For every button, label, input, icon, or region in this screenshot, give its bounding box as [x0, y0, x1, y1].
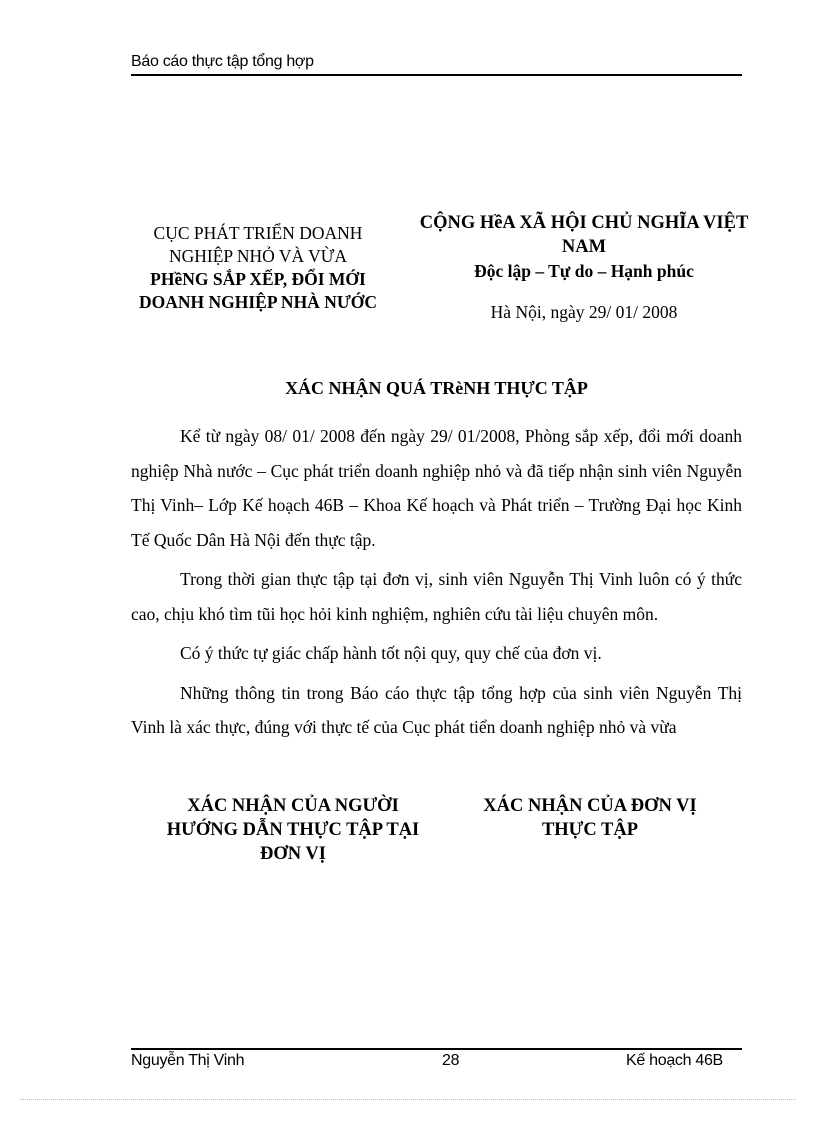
paragraph: Những thông tin trong Báo cáo thực tập tổng hợp của sinh viên Nguyễn Thị Vinh là xác thực, đúng với thực tế của Cục phát tiển doanh nghiệp nhỏ và vừa — [131, 682, 742, 737]
supervisor-line-1: XÁC NHẬN CỦA NGƯỜI — [187, 796, 399, 816]
footer-page-number: 28 — [442, 1052, 460, 1069]
document-date: Hà Nội, ngày 29/ 01/ 2008 — [490, 302, 678, 322]
unit-line-2: THỰC TẬP — [541, 820, 639, 840]
paragraph: Trong thời gian thực tập tại đơn vị, sinh viên Nguyễn Thị Vinh luôn có ý thức cao, chịu khó tìm tũi học hỏi kinh nghiệm, nghiên cứu tài liệu chuyên môn. — [131, 569, 742, 624]
unit-signature-block — [440, 794, 740, 842]
footer-rule — [131, 1048, 742, 1050]
supervisor-signature-block — [143, 794, 443, 866]
agency-line-2: NGHIỆP NHỎ VÀ VỪA — [168, 246, 348, 266]
national-line-1: CỘNG HềA XÃ HỘI CHỦ NGHĨA VIỆT — [419, 213, 749, 233]
paragraph: Có ý thức tự giác chấp hành tốt nội quy, quy chế của đơn vị. — [180, 643, 602, 663]
running-header: Báo cáo thực tập tổng hợp — [131, 53, 314, 70]
document-body — [131, 419, 742, 745]
agency-line-4: DOANH NGHIỆP NHÀ NƯỚC — [138, 292, 378, 312]
supervisor-line-3: ĐƠN VỊ — [260, 844, 326, 864]
document-title: XÁC NHẬN QUÁ TRèNH THỰC TẬP — [285, 378, 588, 398]
footer-author: Nguyễn Thị Vinh — [131, 1052, 245, 1069]
paragraph: Kể từ ngày 08/ 01/ 2008 đến ngày 29/ 01/2008, Phòng sắp xếp, đổi mới doanh nghiệp Nhà nước – Cục phát triển doanh nghiệp nhỏ và đã tiếp nhận sinh viên Nguyễn Thị Vinh– Lớp Kế hoạch 46B – Khoa Kế hoạch và Phát triển – Trường Đại học Kinh Tế Quốc Dân Hà Nội đến thực tập. — [131, 426, 742, 550]
unit-line-1: XÁC NHẬN CỦA ĐƠN VỊ — [483, 796, 697, 816]
national-heading — [408, 211, 760, 283]
national-motto: Độc lập – Tự do – Hạnh phúc — [474, 261, 694, 281]
supervisor-line-2: HƯỚNG DẪN THỰC TẬP TẠI — [166, 820, 420, 840]
page-boundary-line — [20, 1099, 796, 1100]
header-rule — [131, 74, 742, 76]
agency-line-3: PHềNG SẮP XẾP, ĐỔI MỚI — [150, 269, 366, 289]
agency-line-1: CỤC PHÁT TRIỂN DOANH — [153, 223, 363, 243]
national-line-2: NAM — [561, 237, 607, 257]
footer-class: Kế hoạch 46B — [626, 1052, 723, 1069]
issuing-agency-heading — [118, 222, 398, 314]
